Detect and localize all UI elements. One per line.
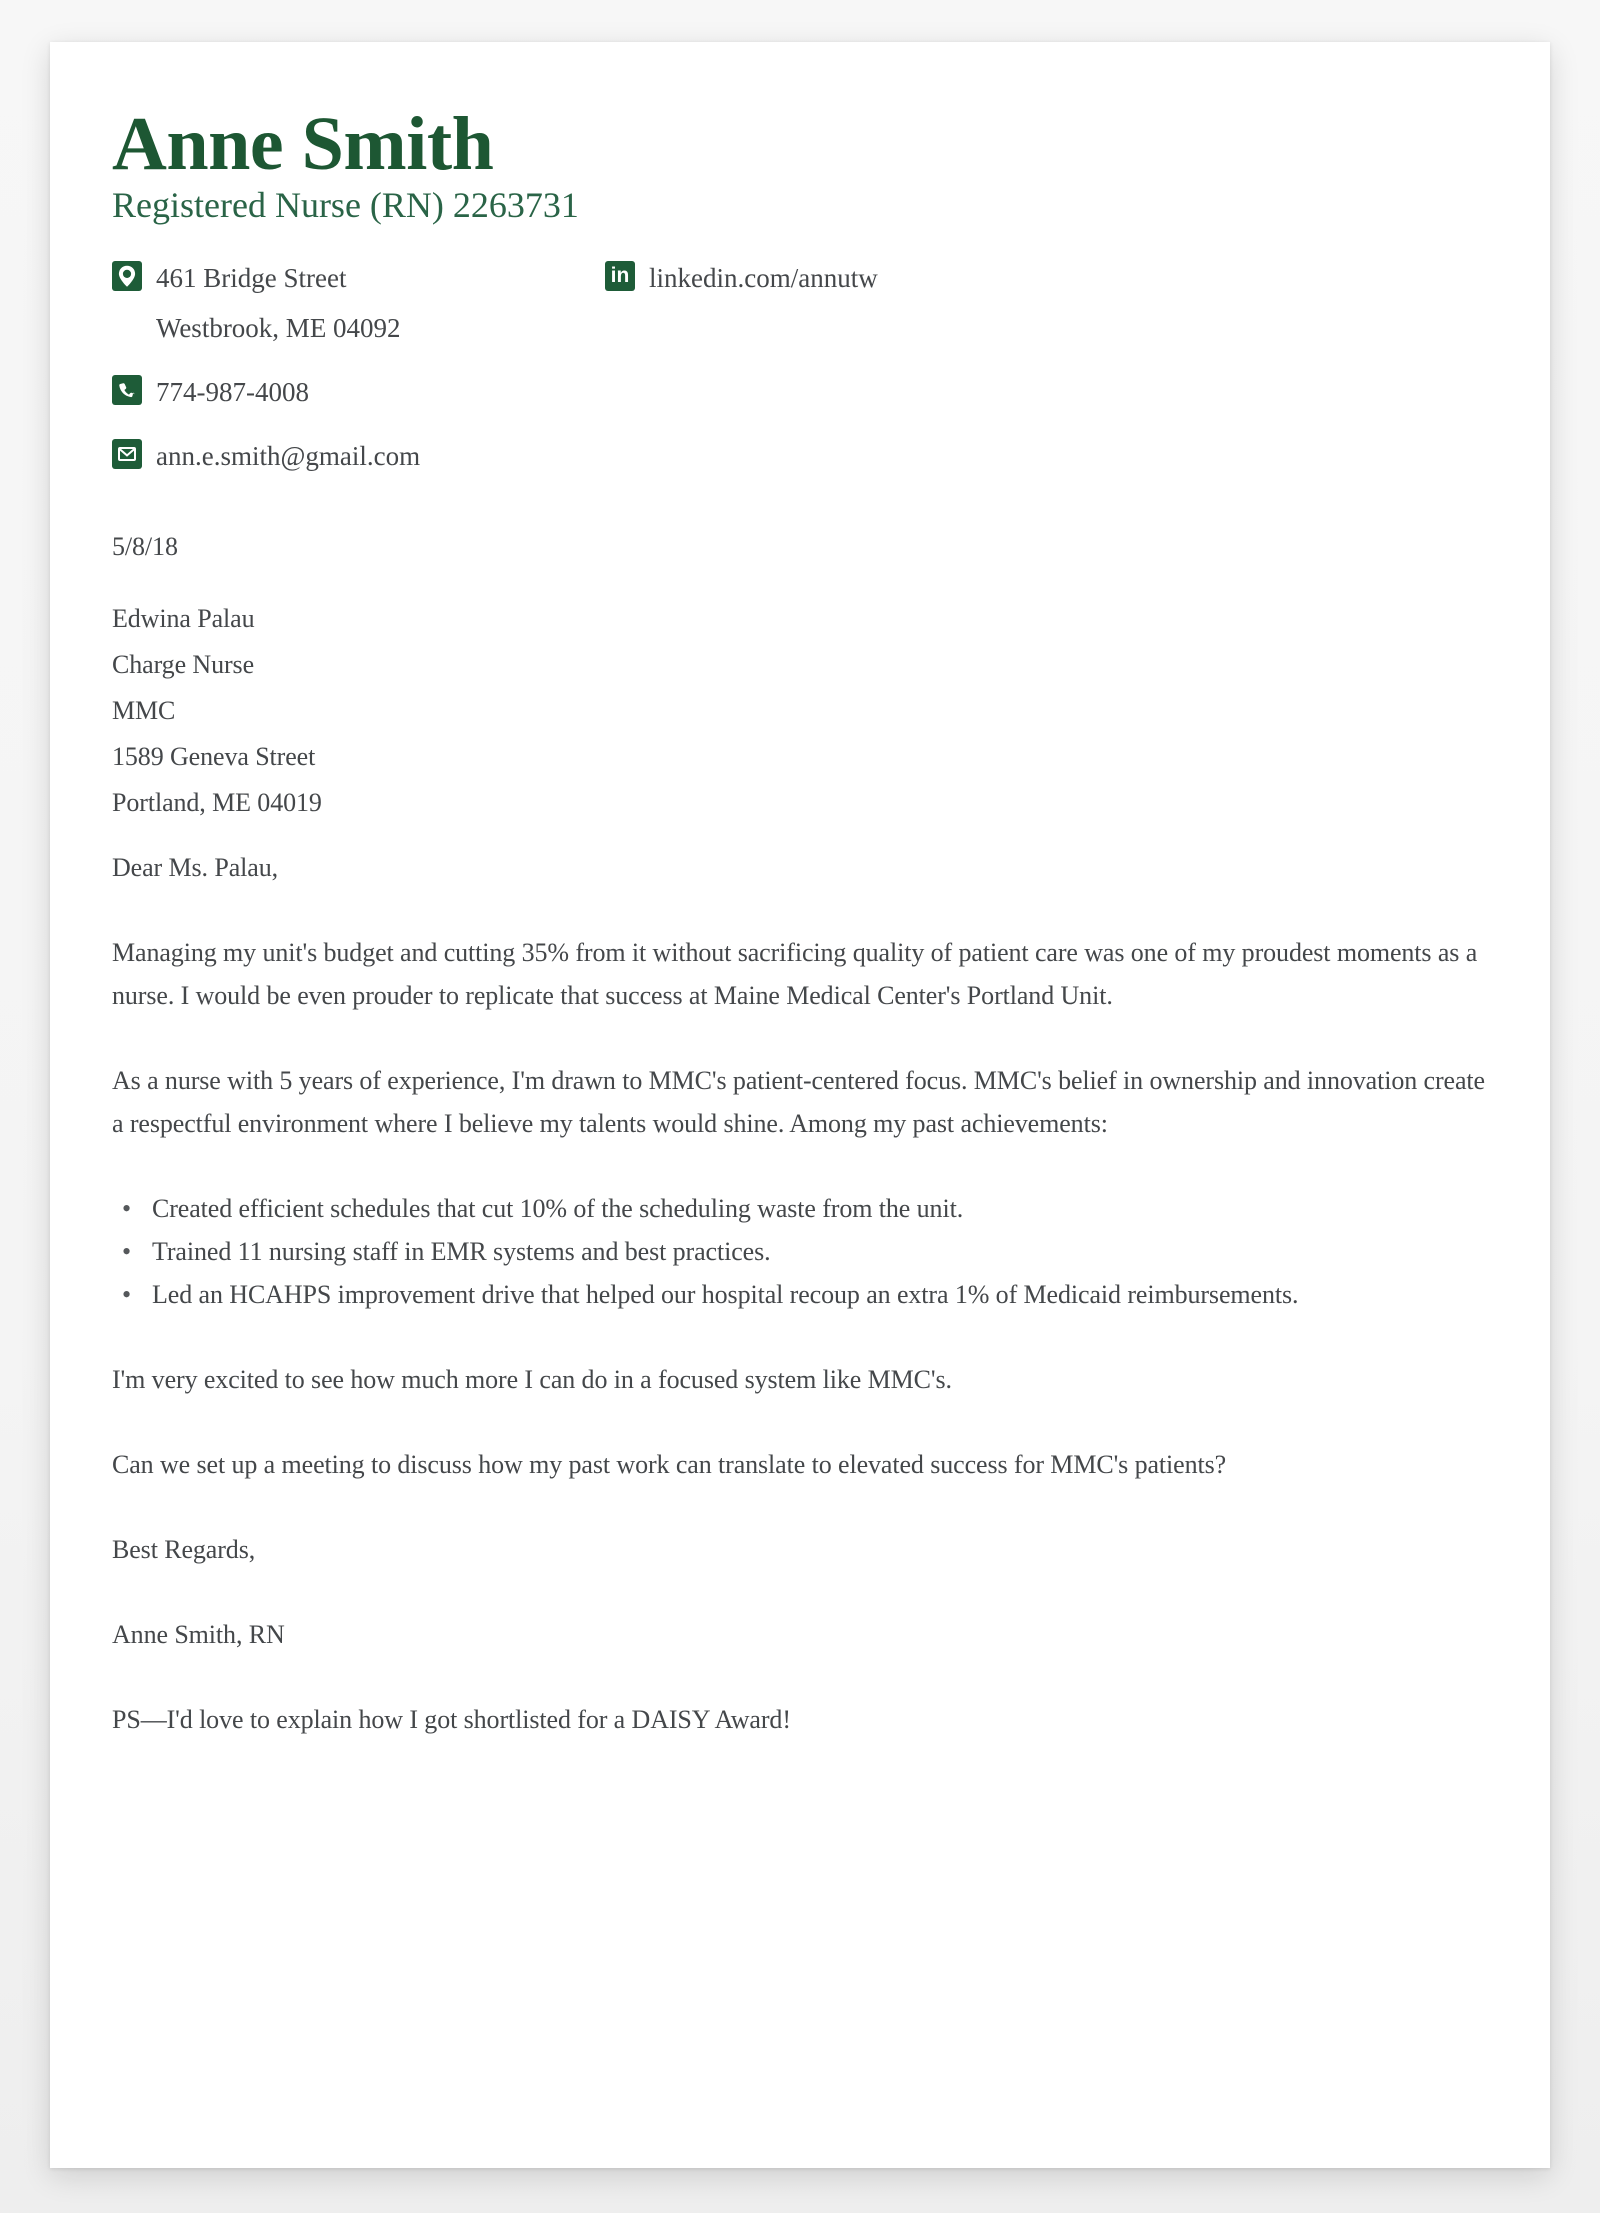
- achievement-item: • Trained 11 nursing staff in EMR systems and best practices.: [112, 1230, 1490, 1273]
- contact-email: [112, 439, 605, 471]
- contact-linkedin: [605, 261, 1490, 293]
- letter-date: 5/8/18: [112, 532, 178, 561]
- paragraph-intro: Managing my unit's budget and cutting 35% from it without sacrificing quality of patient care was one of my proudest moments as a nurse. I would be even prouder to replicate that success at Maine Medical Center's Portland Unit.: [112, 938, 1478, 1010]
- contact-phone: [112, 375, 605, 407]
- achievements-list: [112, 1187, 1490, 1316]
- letter-page: [50, 42, 1550, 2168]
- email-text: ann.e.smith@gmail.com: [156, 441, 421, 471]
- address-line-1: 461 Bridge Street: [156, 263, 347, 293]
- contact-info: [112, 261, 1490, 503]
- recipient-city: Portland, ME 04019: [112, 788, 322, 817]
- envelope-icon: [112, 439, 142, 469]
- candidate-title: Registered Nurse (RN) 2263731: [112, 185, 579, 225]
- achievement-item: • Created efficient schedules that cut 10% of the scheduling waste from the unit.: [112, 1187, 1490, 1230]
- address-line-2: Westbrook, ME 04092: [156, 313, 401, 343]
- recipient-street: 1589 Geneva Street: [112, 742, 316, 771]
- linkedin-text: linkedin.com/annutw: [649, 263, 878, 293]
- contact-address-text: [156, 261, 401, 343]
- recipient-name: Edwina Palau: [112, 604, 255, 633]
- phone-text: 774-987-4008: [156, 377, 309, 407]
- recipient-block: [112, 596, 1490, 826]
- postscript: PS—I'd love to explain how I got shortlisted for a DAISY Award!: [112, 1705, 791, 1734]
- candidate-name: Anne Smith: [112, 102, 494, 186]
- salutation: Dear Ms. Palau,: [112, 853, 279, 882]
- achievement-item: • Led an HCAHPS improvement drive that helped our hospital recoup an extra 1% of Medicaid reimbursements.: [112, 1273, 1490, 1316]
- phone-icon: [112, 375, 142, 405]
- letter-body: [112, 525, 1490, 1741]
- paragraph-experience: As a nurse with 5 years of experience, I'm drawn to MMC's patient-centered focus. MMC's belief in ownership and innovation create a respectful environment where I believe my talents would shine. Among my past achievements:: [112, 1066, 1485, 1138]
- signature: Anne Smith, RN: [112, 1620, 285, 1649]
- recipient-role: Charge Nurse: [112, 650, 255, 679]
- contact-address: [112, 261, 605, 343]
- paragraph-excited: I'm very excited to see how much more I can do in a focused system like MMC's.: [112, 1365, 952, 1394]
- location-pin-icon: [112, 261, 142, 291]
- closing: Best Regards,: [112, 1535, 256, 1564]
- paragraph-meeting: Can we set up a meeting to discuss how my past work can translate to elevated success for MMC's patients?: [112, 1450, 1227, 1479]
- letter-header: [112, 102, 1490, 503]
- linkedin-icon: in: [605, 261, 635, 291]
- recipient-company: MMC: [112, 696, 176, 725]
